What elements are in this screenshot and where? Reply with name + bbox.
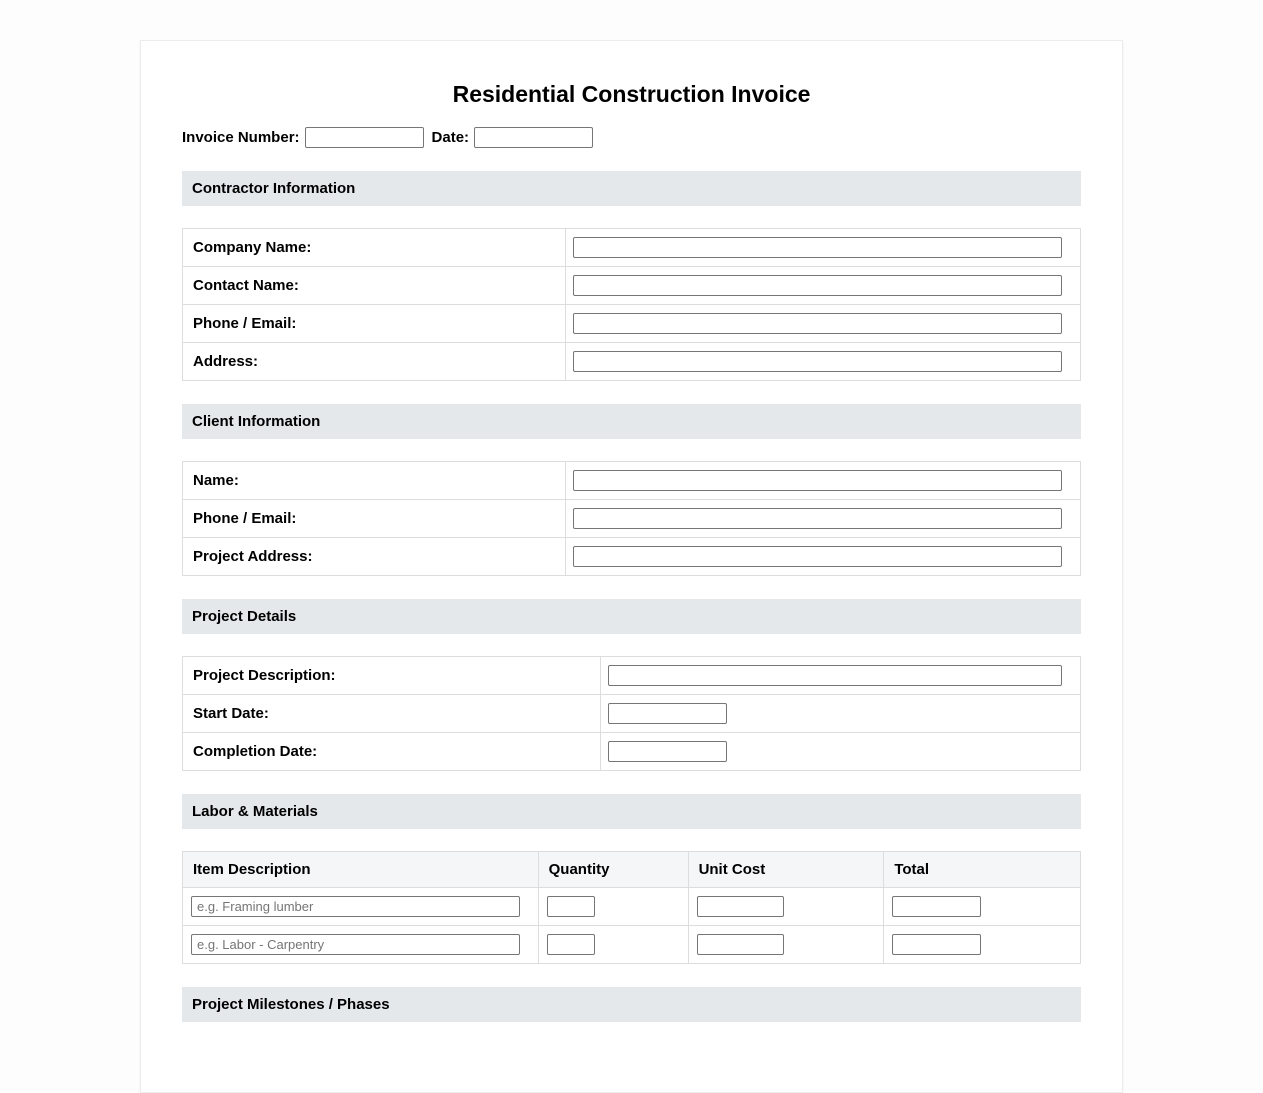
item-description-cell — [183, 888, 539, 926]
item-description-input[interactable] — [191, 896, 520, 917]
completion-date-cell — [601, 733, 1081, 771]
item-description-column-header: Item Description — [183, 852, 539, 888]
client-phone-email-label: Phone / Email: — [183, 500, 566, 538]
invoice-meta — [182, 127, 1081, 148]
section-header-project-details: Project Details — [182, 599, 1081, 634]
contractor-address-label: Address: — [183, 343, 566, 381]
client-name-input[interactable] — [573, 470, 1062, 491]
contractor-address-cell — [565, 343, 1080, 381]
client-info-table — [182, 461, 1081, 576]
table-row — [183, 926, 1081, 964]
section-header-client-information: Client Information — [182, 404, 1081, 439]
item-description-input[interactable] — [191, 934, 520, 955]
company-name-cell — [565, 229, 1080, 267]
total-input[interactable] — [892, 896, 981, 917]
contractor-phone-email-cell — [565, 305, 1080, 343]
contractor-address-input[interactable] — [573, 351, 1062, 372]
project-description-cell — [601, 657, 1081, 695]
quantity-cell — [538, 888, 688, 926]
invoice-number-input[interactable] — [305, 127, 424, 148]
labor-materials-table — [182, 851, 1081, 964]
unit-cost-column-header: Unit Cost — [688, 852, 884, 888]
client-phone-email-input[interactable] — [573, 508, 1062, 529]
table-row — [183, 267, 1081, 305]
project-description-label: Project Description: — [183, 657, 601, 695]
project-description-input[interactable] — [608, 665, 1062, 686]
start-date-label: Start Date: — [183, 695, 601, 733]
table-row — [183, 657, 1081, 695]
page-title: Residential Construction Invoice — [452, 81, 811, 107]
total-input[interactable] — [892, 934, 981, 955]
contact-name-input[interactable] — [573, 275, 1062, 296]
total-column-header: Total — [884, 852, 1081, 888]
completion-date-label: Completion Date: — [183, 733, 601, 771]
total-cell — [884, 926, 1081, 964]
client-name-label: Name: — [183, 462, 566, 500]
table-row — [183, 733, 1081, 771]
section-header-contractor-information: Contractor Information — [182, 171, 1081, 206]
project-address-input[interactable] — [573, 546, 1062, 567]
unit-cost-input[interactable] — [697, 934, 784, 955]
quantity-column-header: Quantity — [538, 852, 688, 888]
date-label: Date: — [431, 129, 470, 147]
quantity-input[interactable] — [547, 934, 595, 955]
table-row — [183, 305, 1081, 343]
table-row — [183, 888, 1081, 926]
project-address-cell — [565, 538, 1080, 576]
table-row — [183, 229, 1081, 267]
section-header-labor-materials: Labor & Materials — [182, 794, 1081, 829]
project-address-label: Project Address: — [183, 538, 566, 576]
contact-name-cell — [565, 267, 1080, 305]
section-header-project-milestones: Project Milestones / Phases — [182, 987, 1081, 1022]
contractor-phone-email-label: Phone / Email: — [183, 305, 566, 343]
table-row — [183, 462, 1081, 500]
table-row — [183, 500, 1081, 538]
table-row — [183, 538, 1081, 576]
quantity-cell — [538, 926, 688, 964]
start-date-input[interactable] — [608, 703, 727, 724]
invoice-card — [140, 40, 1123, 1093]
client-phone-email-cell — [565, 500, 1080, 538]
date-input[interactable] — [474, 127, 593, 148]
company-name-label: Company Name: — [183, 229, 566, 267]
start-date-cell — [601, 695, 1081, 733]
item-description-cell — [183, 926, 539, 964]
table-header-row — [183, 852, 1081, 888]
unit-cost-input[interactable] — [697, 896, 784, 917]
unit-cost-cell — [688, 926, 884, 964]
contact-name-label: Contact Name: — [183, 267, 566, 305]
completion-date-input[interactable] — [608, 741, 727, 762]
contractor-info-table — [182, 228, 1081, 381]
unit-cost-cell — [688, 888, 884, 926]
invoice-number-label: Invoice Number: — [182, 129, 300, 147]
quantity-input[interactable] — [547, 896, 595, 917]
table-row — [183, 343, 1081, 381]
project-details-table — [182, 656, 1081, 771]
client-name-cell — [565, 462, 1080, 500]
contractor-phone-email-input[interactable] — [573, 313, 1062, 334]
table-row — [183, 695, 1081, 733]
total-cell — [884, 888, 1081, 926]
company-name-input[interactable] — [573, 237, 1062, 258]
